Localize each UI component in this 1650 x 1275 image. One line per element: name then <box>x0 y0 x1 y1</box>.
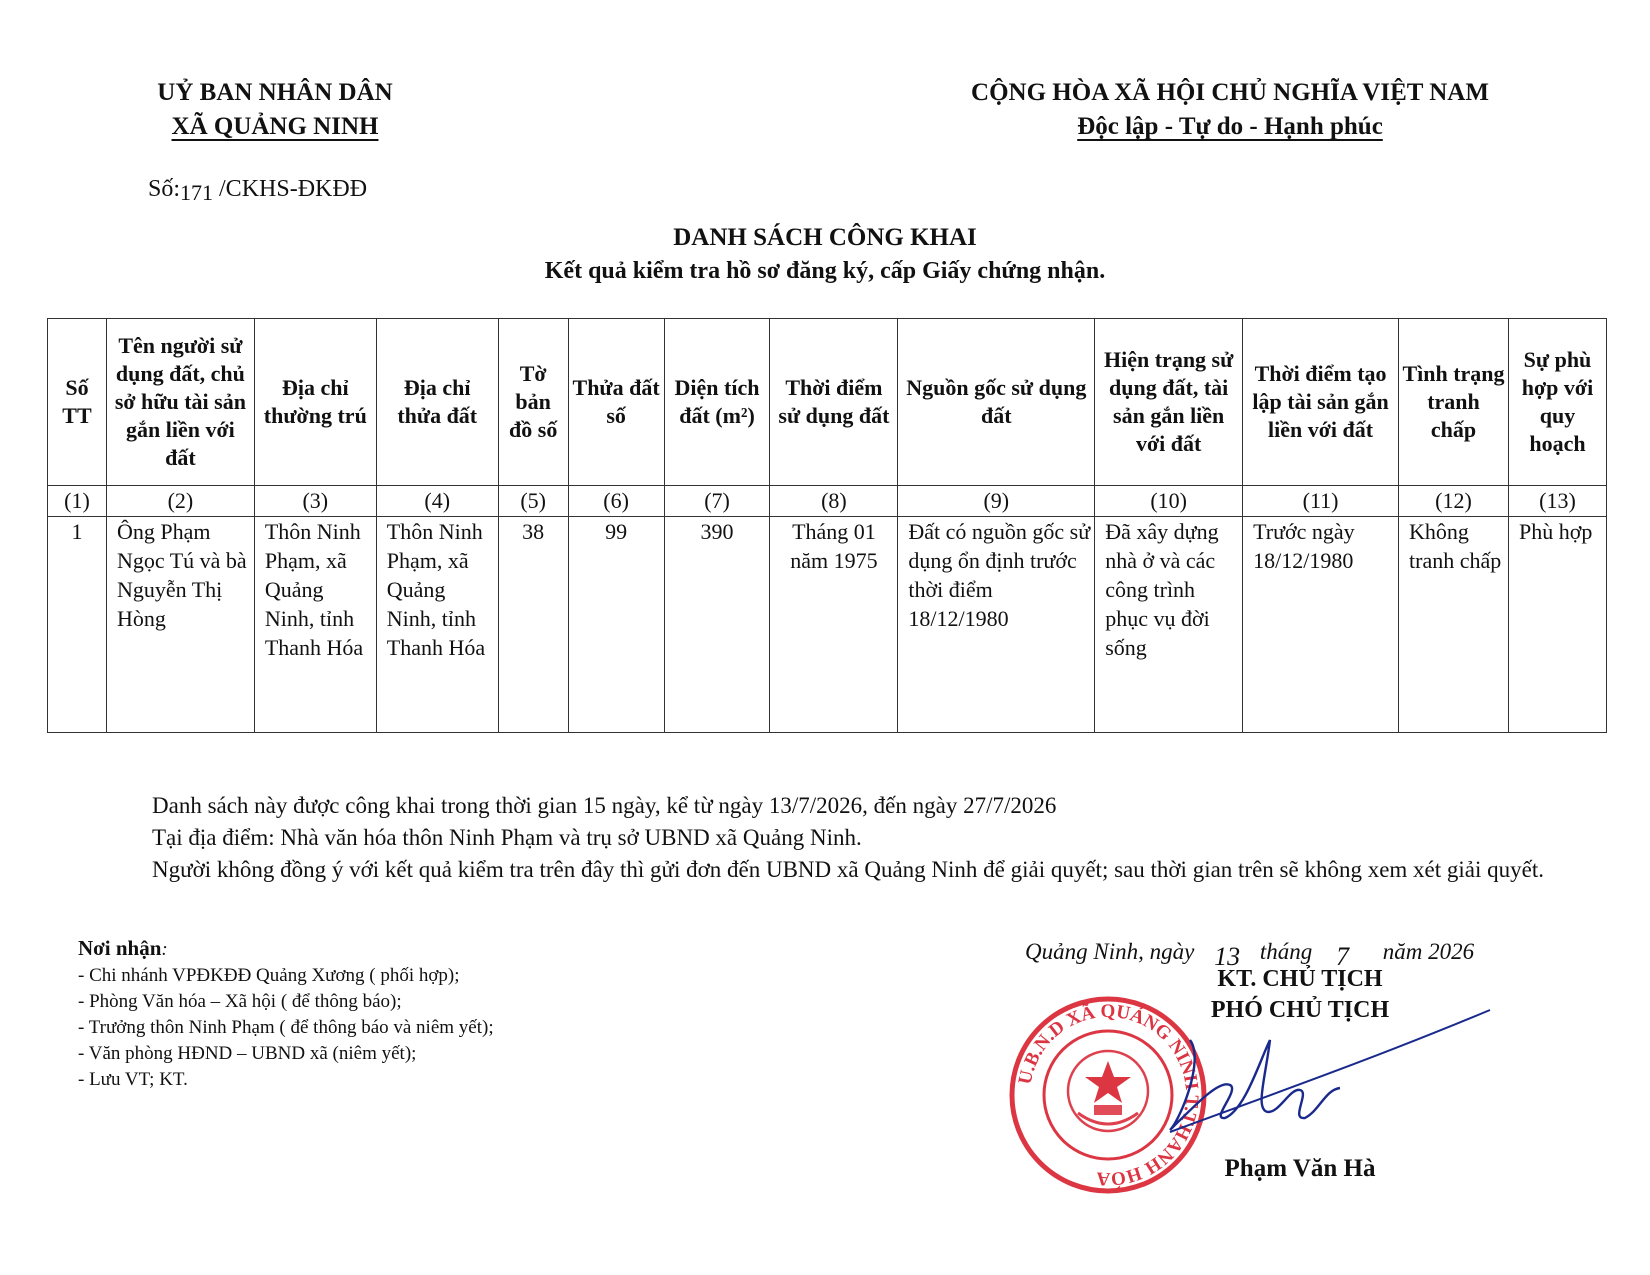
recipient-item: - Trưởng thôn Ninh Phạm ( để thông báo và niêm yết); <box>78 1017 494 1038</box>
table-header-row <box>48 319 1607 486</box>
col-header: Hiện trạng sử dụng đất, tài sản gắn liền với đất <box>1095 319 1243 486</box>
cell-current-status: Đã xây dựng nhà ở và các công trình phục vụ đời sống <box>1095 517 1243 733</box>
country-name: CỘNG HÒA XÃ HỘI CHỦ NGHĨA VIỆT NAM <box>971 79 1489 106</box>
col-header: Địa chỉ thường trú <box>254 319 376 486</box>
col-number: (12) <box>1399 486 1509 517</box>
results-table <box>47 318 1607 733</box>
recipients-block <box>78 935 494 1093</box>
document-title: DANH SÁCH CÔNG KHAI <box>673 224 977 251</box>
signer-title-1: KT. CHỦ TỊCH <box>1217 966 1383 992</box>
signer-title-2: PHÓ CHỦ TỊCH <box>1210 997 1390 1023</box>
cell-asset-time: Trước ngày 18/12/1980 <box>1243 517 1399 733</box>
col-number: (11) <box>1243 486 1399 517</box>
cell-map-sheet: 38 <box>498 517 568 733</box>
publication-location-text: Tại địa điểm: Nhà văn hóa thôn Ninh Phạm và trụ sở UBND xã Quảng Ninh. <box>152 825 862 850</box>
document-subtitle: Kết quả kiểm tra hồ sơ đăng ký, cấp Giấy chứng nhận. <box>544 258 1106 284</box>
document-number: Số:171 /CKHS-ĐKĐĐ <box>148 176 368 205</box>
svg-text:U.B.N.D XÃ QUẢNG NINH T.THANH: U.B.N.D XÃ QUẢNG NINH T.THANH HÓA <box>1014 1000 1203 1190</box>
cell-dispute: Không tranh chấp <box>1399 517 1509 733</box>
col-header: Tên người sử dụng đất, chủ sở hữu tài sản gắn liền với đất <box>106 319 254 486</box>
column-number-row <box>48 486 1607 517</box>
col-header: Địa chỉ thửa đất <box>376 319 498 486</box>
col-header: Tình trạng tranh chấp <box>1399 319 1509 486</box>
col-header: Nguồn gốc sử dụng đất <box>898 319 1095 486</box>
objection-instruction-text: Người không đồng ý với kết quả kiểm tra trên đây thì gửi đơn đến UBND xã Quảng Ninh để giải quyết; sau thời gian trên sẽ không xem xét giải quyết. <box>152 857 1544 882</box>
col-header: Sự phù hợp với quy hoạch <box>1508 319 1606 486</box>
issuer-line2: XÃ QUẢNG NINH <box>171 113 379 140</box>
cell-parcel-no: 99 <box>568 517 664 733</box>
issuer-block <box>110 76 440 144</box>
col-number: (1) <box>48 486 107 517</box>
col-number: (13) <box>1508 486 1606 517</box>
cell-planning: Phù hợp <box>1508 517 1606 733</box>
motto: Độc lập - Tự do - Hạnh phúc <box>1077 113 1383 140</box>
issuer-line1: UỶ BAN NHÂN DÂN <box>157 79 393 106</box>
col-number: (5) <box>498 486 568 517</box>
col-number: (4) <box>376 486 498 517</box>
cell-use-time: Tháng 01 năm 1975 <box>770 517 898 733</box>
col-number: (8) <box>770 486 898 517</box>
col-header: Diện tích đất (m²) <box>664 319 770 486</box>
table-row <box>48 517 1607 733</box>
col-header: Thời điểm tạo lập tài sản gắn liền với đất <box>1243 319 1399 486</box>
cell-parcel-address: Thôn Ninh Phạm, xã Quảng Ninh, tỉnh Thanh Hóa <box>376 517 498 733</box>
col-number: (2) <box>106 486 254 517</box>
recipient-item: - Chi nhánh VPĐKĐĐ Quảng Xương ( phối hợp); <box>78 965 460 986</box>
recipient-item: - Lưu VT; KT. <box>78 1069 188 1090</box>
col-header: Tờ bản đồ số <box>498 319 568 486</box>
cell-owner: Ông Phạm Ngọc Tú và bà Nguyễn Thị Hòng <box>106 517 254 733</box>
col-number: (9) <box>898 486 1095 517</box>
cell-index: 1 <box>48 517 107 733</box>
signing-date: Quảng Ninh, ngày 13 tháng 7 năm 2026 <box>1025 939 1475 971</box>
signing-month: 7 <box>1335 942 1349 971</box>
col-header: Thời điểm sử dụng đất <box>770 319 898 486</box>
cell-residence: Thôn Ninh Phạm, xã Quảng Ninh, tỉnh Thanh Hóa <box>254 517 376 733</box>
col-number: (3) <box>254 486 376 517</box>
recipients-label: Nơi nhận: <box>78 936 168 960</box>
national-motto-block <box>900 76 1560 144</box>
col-number: (6) <box>568 486 664 517</box>
col-header: Số TT <box>48 319 107 486</box>
signing-day: 13 <box>1214 942 1241 971</box>
signer-name: Phạm Văn Hà <box>1224 1155 1376 1182</box>
handwritten-signature <box>1150 1000 1520 1160</box>
publication-period-text: Danh sách này được công khai trong thời gian 15 ngày, kể từ ngày 13/7/2026, đến ngày 27/7/2026 <box>152 793 1057 818</box>
col-header: Thửa đất số <box>568 319 664 486</box>
cell-area: 390 <box>664 517 770 733</box>
col-number: (7) <box>664 486 770 517</box>
recipient-item: - Văn phòng HĐND – UBND xã (niêm yết); <box>78 1043 417 1064</box>
cell-origin: Đất có nguồn gốc sử dụng ổn định trước thời điểm 18/12/1980 <box>898 517 1095 733</box>
col-number: (10) <box>1095 486 1243 517</box>
recipient-item: - Phòng Văn hóa – Xã hội ( để thông báo); <box>78 991 402 1012</box>
